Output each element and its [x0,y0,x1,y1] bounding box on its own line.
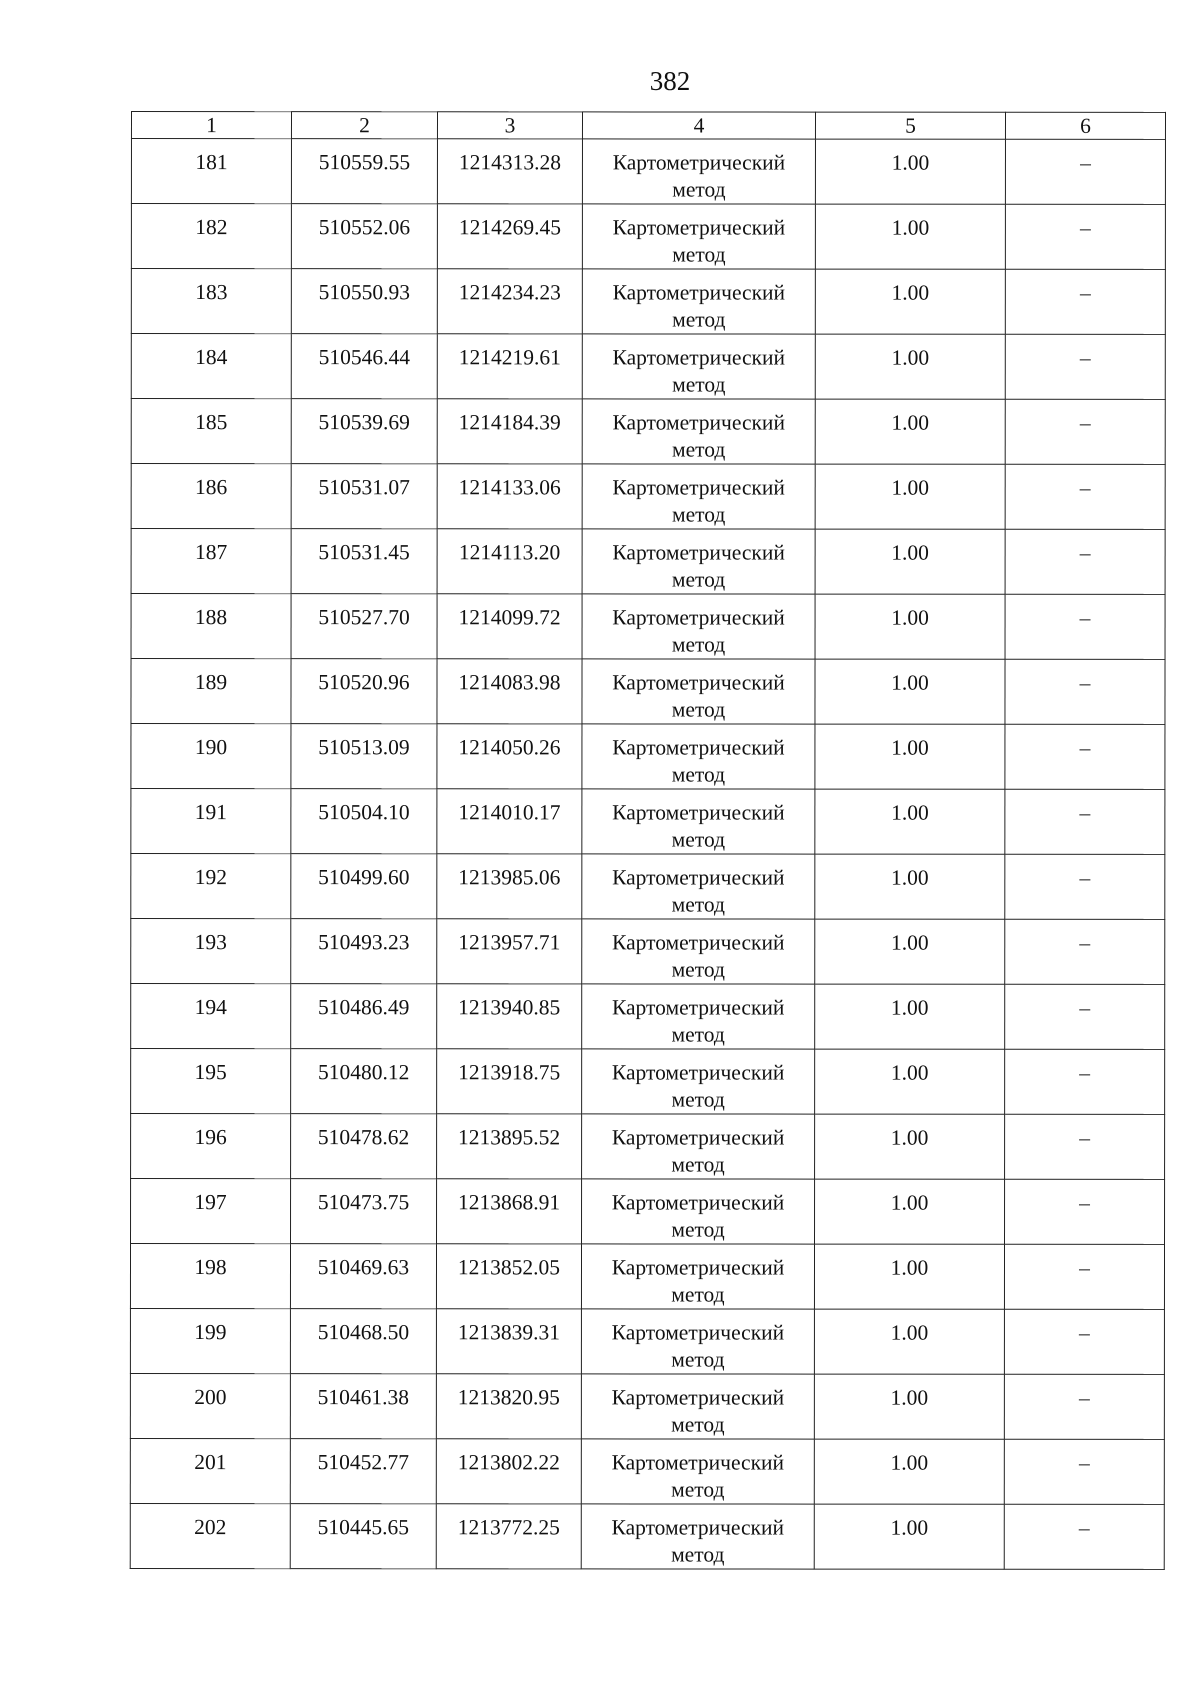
table-row [131,139,1165,205]
x-coordinate-cell: 510478.62 [291,1114,437,1179]
table-row [131,659,1165,725]
method-line-1: Картометрический [612,540,785,565]
y-coordinate-cell: 1214099.72 [437,594,582,659]
x-coordinate-cell: 510531.07 [291,464,437,529]
method-cell [581,1309,814,1374]
point-number-cell: 202 [130,1503,290,1568]
method-cell [582,984,815,1049]
accuracy-cell: 1.00 [814,1504,1004,1569]
header-col-2: 2 [291,112,437,139]
method-line-1: Картометрический [612,215,786,240]
note-cell: – [1004,1309,1164,1374]
accuracy-cell: 1.00 [815,659,1005,724]
point-number-cell: 191 [131,789,291,854]
method-line-1: Картометрический [611,1515,785,1540]
method-line-1: Картометрический [612,865,785,890]
x-coordinate-cell: 510527.70 [291,594,437,659]
method-cell [582,1179,815,1244]
method-line-1: Картометрический [611,1190,785,1215]
point-number-cell: 186 [131,464,291,529]
method-cell [582,1049,815,1114]
method-line-2: метод [671,1152,725,1177]
table-row [131,1049,1165,1115]
table-row [131,399,1165,465]
header-col-1: 1 [131,112,291,139]
accuracy-cell: 1.00 [815,529,1005,594]
point-number-cell: 193 [131,919,291,984]
x-coordinate-cell: 510550.93 [291,269,437,334]
y-coordinate-cell: 1213802.22 [436,1439,581,1504]
x-coordinate-cell: 510486.49 [291,984,437,1049]
note-cell: – [1005,594,1165,659]
x-coordinate-cell: 510480.12 [291,1049,437,1114]
y-coordinate-cell: 1213772.25 [436,1504,581,1569]
point-number-cell: 187 [131,529,291,594]
method-line-1: Картометрический [612,410,785,435]
method-cell [582,789,815,854]
method-line-2: метод [671,1282,725,1307]
note-cell: – [1005,789,1165,854]
method-cell [582,399,815,464]
point-number-cell: 188 [131,594,291,659]
accuracy-cell: 1.00 [815,1049,1005,1114]
x-coordinate-cell: 510559.55 [291,139,437,204]
table-body [130,139,1165,1570]
accuracy-cell: 1.00 [815,334,1005,399]
x-coordinate-cell: 510445.65 [290,1504,436,1569]
method-line-1: Картометрический [611,995,785,1020]
y-coordinate-cell: 1214083.98 [437,659,582,724]
method-line-2: метод [671,1347,725,1372]
method-line-1: Картометрический [612,670,785,695]
note-cell: – [1005,269,1165,334]
header-row [131,112,1165,140]
method-cell [581,1374,814,1439]
accuracy-cell: 1.00 [815,1179,1005,1244]
method-cell [582,724,815,789]
table-row [131,594,1165,660]
y-coordinate-cell: 1213957.71 [437,919,582,984]
method-cell [582,139,815,204]
note-cell: – [1005,854,1165,919]
note-cell: – [1004,1374,1164,1439]
y-coordinate-cell: 1213918.75 [437,1049,582,1114]
method-line-2: метод [671,697,726,722]
table-row [130,1309,1164,1375]
method-line-2: метод [671,632,726,657]
method-line-2: метод [671,1412,725,1437]
x-coordinate-cell: 510461.38 [290,1374,436,1439]
method-line-1: Картометрический [612,150,786,175]
accuracy-cell: 1.00 [815,984,1005,1049]
note-cell: – [1005,1114,1165,1179]
note-cell: – [1005,139,1165,204]
x-coordinate-cell: 510520.96 [291,659,437,724]
method-line-1: Картометрический [611,1450,785,1475]
method-line-2: метод [671,1087,725,1112]
method-cell [582,464,815,529]
y-coordinate-cell: 1213985.06 [437,854,582,919]
method-line-1: Картометрический [612,735,785,760]
point-number-cell: 200 [130,1374,290,1439]
method-line-2: метод [672,177,726,202]
method-cell [582,919,815,984]
accuracy-cell: 1.00 [814,1374,1004,1439]
header-col-3: 3 [437,112,582,139]
y-coordinate-cell: 1213895.52 [437,1114,582,1179]
table-row [131,1114,1165,1180]
y-coordinate-cell: 1214234.23 [437,269,582,334]
table-row [131,334,1165,400]
accuracy-cell: 1.00 [814,1244,1004,1309]
y-coordinate-cell: 1213868.91 [437,1179,582,1244]
point-number-cell: 201 [130,1438,290,1503]
note-cell: – [1005,919,1165,984]
point-number-cell: 192 [131,854,291,919]
method-line-2: метод [671,762,726,787]
y-coordinate-cell: 1214269.45 [437,204,582,269]
method-cell [582,529,815,594]
method-cell [581,1504,814,1569]
method-line-1: Картометрический [612,475,785,500]
method-line-2: метод [672,372,726,397]
table-row [131,204,1165,270]
accuracy-cell: 1.00 [815,399,1005,464]
point-number-cell: 189 [131,659,291,724]
y-coordinate-cell: 1214050.26 [437,724,582,789]
x-coordinate-cell: 510546.44 [291,334,437,399]
note-cell: – [1005,659,1165,724]
accuracy-cell: 1.00 [815,724,1005,789]
y-coordinate-cell: 1213820.95 [436,1374,581,1439]
header-col-6: 6 [1005,112,1165,139]
method-line-2: метод [672,307,726,332]
note-cell: – [1004,1439,1164,1504]
page-number: 382 [649,66,691,96]
note-cell: – [1005,529,1165,594]
method-cell [582,854,815,919]
point-number-cell: 198 [130,1244,290,1309]
method-line-2: метод [671,1217,725,1242]
method-cell [582,659,815,724]
y-coordinate-cell: 1214313.28 [437,139,582,204]
method-line-1: Картометрический [612,605,785,630]
y-coordinate-cell: 1214113.20 [437,529,582,594]
y-coordinate-cell: 1214184.39 [437,399,582,464]
note-cell: – [1005,724,1165,789]
y-coordinate-cell: 1213940.85 [437,984,582,1049]
method-cell [581,1244,814,1309]
method-line-1: Картометрический [611,1060,785,1085]
table-row [131,919,1165,985]
point-number-cell: 194 [131,984,291,1049]
coordinates-table-container [130,111,1165,1570]
table-row [130,1244,1164,1310]
table-row [131,854,1165,920]
table-row [131,269,1165,335]
table-row [130,1503,1164,1569]
method-line-2: метод [671,892,725,917]
x-coordinate-cell: 510473.75 [291,1179,437,1244]
table-row [131,789,1165,855]
x-coordinate-cell: 510452.77 [290,1439,436,1504]
point-number-cell: 195 [131,1049,291,1114]
method-line-2: метод [671,1542,725,1567]
note-cell: – [1004,1504,1164,1569]
method-cell [582,204,815,269]
method-line-1: Картометрический [611,1320,785,1345]
note-cell: – [1005,464,1165,529]
note-cell: – [1005,984,1165,1049]
method-line-1: Картометрический [611,1255,785,1280]
x-coordinate-cell: 510493.23 [291,919,437,984]
method-line-2: метод [672,437,726,462]
method-line-2: метод [671,1022,725,1047]
table-row [131,529,1165,595]
x-coordinate-cell: 510499.60 [291,854,437,919]
y-coordinate-cell: 1213852.05 [436,1244,581,1309]
method-line-1: Картометрический [612,280,786,305]
method-cell [581,1439,814,1504]
accuracy-cell: 1.00 [815,139,1005,204]
accuracy-cell: 1.00 [815,789,1005,854]
x-coordinate-cell: 510513.09 [291,724,437,789]
x-coordinate-cell: 510504.10 [291,789,437,854]
point-number-cell: 196 [131,1114,291,1179]
point-number-cell: 183 [131,269,291,334]
table-row [131,724,1165,790]
note-cell: – [1005,399,1165,464]
y-coordinate-cell: 1214133.06 [437,464,582,529]
x-coordinate-cell: 510539.69 [291,399,437,464]
y-coordinate-cell: 1213839.31 [436,1309,581,1374]
table-header [131,112,1165,140]
y-coordinate-cell: 1214219.61 [437,334,582,399]
table-row [130,1374,1164,1440]
method-line-2: метод [671,957,725,982]
x-coordinate-cell: 510531.45 [291,529,437,594]
method-line-2: метод [671,827,726,852]
method-line-2: метод [671,567,726,592]
method-line-2: метод [671,502,726,527]
y-coordinate-cell: 1214010.17 [437,789,582,854]
accuracy-cell: 1.00 [815,854,1005,919]
note-cell: – [1005,204,1165,269]
point-number-cell: 182 [131,204,291,269]
method-line-1: Картометрический [612,930,785,955]
method-cell [582,334,815,399]
note-cell: – [1005,1049,1165,1114]
coordinates-table [130,111,1166,1570]
accuracy-cell: 1.00 [815,204,1005,269]
accuracy-cell: 1.00 [815,1114,1005,1179]
accuracy-cell: 1.00 [814,1309,1004,1374]
method-cell [582,1114,815,1179]
point-number-cell: 197 [131,1179,291,1244]
header-col-5: 5 [815,112,1005,139]
method-line-1: Картометрический [612,800,785,825]
point-number-cell: 181 [131,139,291,204]
accuracy-cell: 1.00 [815,269,1005,334]
table-row [131,1179,1165,1245]
method-cell [582,269,815,334]
note-cell: – [1005,1179,1165,1244]
method-line-1: Картометрический [612,345,786,370]
note-cell: – [1004,1244,1164,1309]
table-row [131,984,1165,1050]
accuracy-cell: 1.00 [814,1439,1004,1504]
method-cell [582,594,815,659]
accuracy-cell: 1.00 [815,919,1005,984]
point-number-cell: 199 [130,1309,290,1374]
note-cell: – [1005,334,1165,399]
x-coordinate-cell: 510469.63 [290,1244,436,1309]
table-row [130,1438,1164,1504]
x-coordinate-cell: 510552.06 [291,204,437,269]
accuracy-cell: 1.00 [815,464,1005,529]
method-line-1: Картометрический [611,1385,785,1410]
method-line-2: метод [671,1477,725,1502]
point-number-cell: 185 [131,399,291,464]
accuracy-cell: 1.00 [815,594,1005,659]
point-number-cell: 184 [131,334,291,399]
table-row [131,464,1165,530]
header-col-4: 4 [582,112,815,139]
method-line-2: метод [672,242,726,267]
x-coordinate-cell: 510468.50 [290,1309,436,1374]
method-line-1: Картометрический [611,1125,785,1150]
point-number-cell: 190 [131,724,291,789]
